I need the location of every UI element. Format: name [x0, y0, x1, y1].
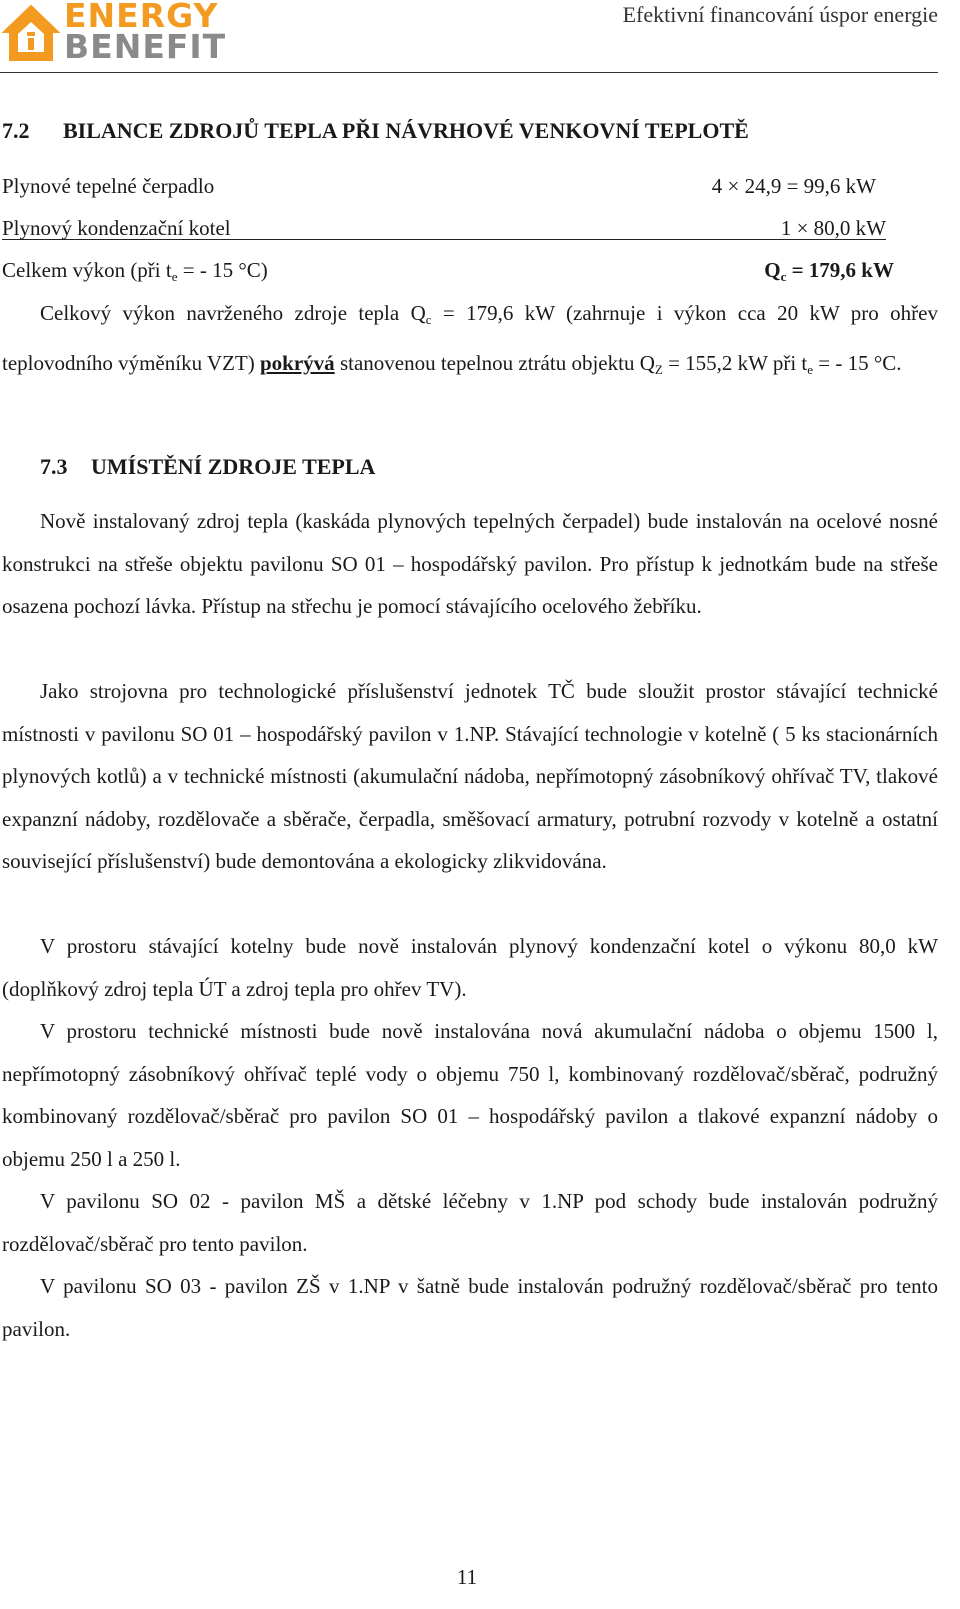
total-label: Celkem výkon (při $t_e$ = - 15 °C)	[2, 258, 268, 284]
summary-paragraph: Celkový výkon navrženého zdroje tepla $Q_c = 179,6$ kW (zahrnuje i výkon cca 20 kW pro ohřev teplovodního výměníku VZT) pokrývá stanovenou tepelnou ztrátu objektu $Q_Z = 155,2$ kW při $t_e$ = - 15 °C.	[2, 301, 938, 377]
emphasis-covers: pokrývá	[260, 350, 335, 375]
section-7-2-heading	[2, 118, 749, 144]
header-divider	[0, 72, 938, 73]
paragraph-1: Nově instalovaný zdroj tepla (kaskáda plynových tepelných čerpadel) bude instalován na ocelové nosné konstrukci na střeše objektu pavilonu SO 01 – hospodářský pavilon. Pro přístup k jednotkám bude na střeše osazena pochozí lávka. Přístup na střechu je pomocí stávajícího ocelového žebříku.	[2, 509, 938, 619]
row-label-heat-pump: Plynové tepelné čerpadlo	[2, 174, 215, 198]
total-value: $Q_c = 179,6$ kW	[764, 258, 894, 284]
heading-text: UMÍSTĚNÍ ZDROJE TEPLA	[91, 454, 376, 479]
section-7-3-heading	[40, 454, 375, 480]
heading-number: 7.3	[40, 454, 68, 479]
logo-line-2: BENEFIT	[64, 27, 227, 66]
page-number: 11	[456, 1565, 478, 1589]
paragraph-6: V pavilonu SO 03 - pavilon ZŠ v 1.NP v šatně bude instalován podružný rozdělovač/sběrač pro tento pavilon.	[2, 1274, 938, 1341]
house-icon	[0, 2, 62, 64]
row-label-boiler: Plynový kondenzační kotel	[2, 216, 231, 240]
paragraph-5: V pavilonu SO 02 - pavilon MŠ a dětské léčebny v 1.NP pod schody bude instalován podružný rozdělovač/sběrač pro tento pavilon.	[2, 1189, 938, 1256]
paragraph-4: V prostoru technické místnosti bude nově instalována nová akumulační nádoba o objemu 1500 l, nepřímotopný zásobníkový ohřívač teplé vody o objemu 750 l, kombinovaný rozdělovač/sběrač, podružný kombinovaný rozdělovač/sběrač pro pavilon SO 01 – hospodářský pavilon a tlakové expanzní nádoby o objemu 250 l a 250 l.	[2, 1019, 938, 1171]
paragraph-3: V prostoru stávající kotelny bude nově instalován plynový kondenzační kotel o výkonu 80,0 kW (doplňkový zdroj tepla ÚT a zdroj tepla pro ohřev TV).	[2, 934, 938, 1001]
heading-number: 7.2	[2, 118, 30, 143]
running-header-title: Efektivní financování úspor energie	[622, 2, 938, 27]
row-value-boiler: 1 × 80,0 kW	[780, 216, 886, 240]
energy-benefit-logo	[0, 0, 245, 66]
paragraph-2: Jako strojovna pro technologické příslušenství jednotek TČ bude sloužit prostor stávající technické místnosti v pavilonu SO 01 – hospodářský pavilon v 1.NP. Stávající technologie v kotelně ( 5 ks stacionárních plynových kotlů) a v technické místnosti (akumulační nádoba, nepřímotopný zásobníkový ohřívač TV, tlakové expanzní nádoby, rozdělovače a sběrače, čerpadla, směšovací armatury, potrubní rozvody v kotelně a ostatní související příslušenství) bude demontována a ekologicky zlikvidována.	[2, 679, 938, 874]
logo-line-1: ENERGY	[64, 0, 219, 35]
sum-underline	[2, 239, 886, 240]
row-value-heat-pump: 4 × 24,9 = 99,6 kW	[711, 174, 876, 198]
logo-wordmark	[64, 0, 227, 66]
heading-text: BILANCE ZDROJŮ TEPLA PŘI NÁVRHOVÉ VENKOVNÍ TEPLOTĚ	[63, 118, 749, 143]
